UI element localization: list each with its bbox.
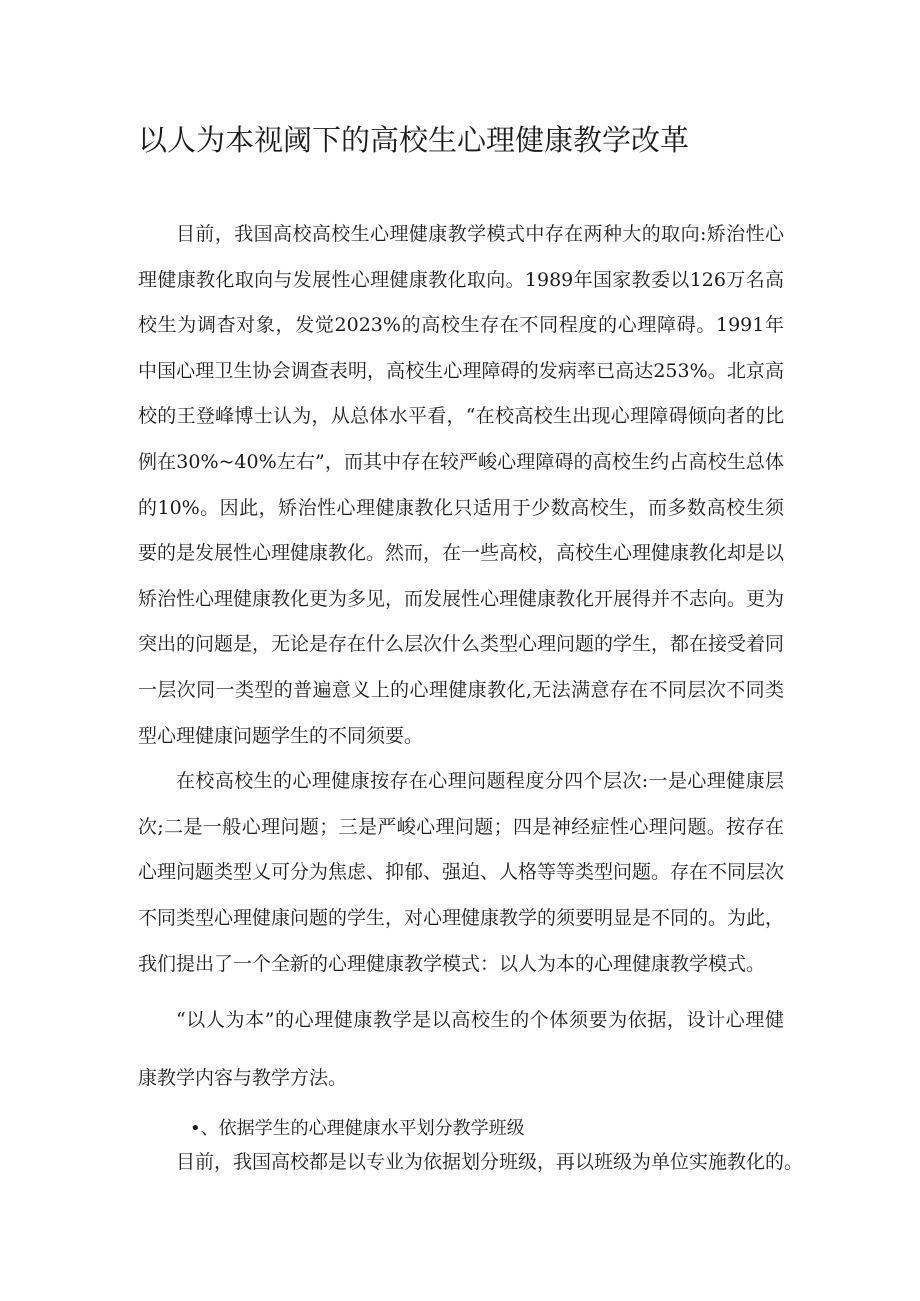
document-body <box>138 212 784 1107</box>
page-title: 以人为本视阈下的高校生心理健康教学改革 <box>138 123 690 157</box>
paragraph-4: 目前，我国高校都是以专业为依据划分班级，再以班级为单位实施教化的。 <box>176 1151 804 1173</box>
paragraph-3: “以人为本”的心理健康教学是以高校生的个体须要为依据，设计心理健康教学内容与教学方法。 <box>138 1009 784 1090</box>
paragraph-2: 在校高校生的心理健康按存在心理问题程度分四个层次:一是心理健康层次;二是一般心理问题；三是严峻心理问题；四是神经症性心理问题。按存在心理问题类型乂可分为焦虑、抑郁、强迫、人格等等类型问题。存在不同层次不同类型心理健康问题的学生，对心理健康教学的须要明显是不同的。为此，我们提出了一个全新的心理健康教学模式：以人为本的心理健康教学模式。 <box>138 770 785 975</box>
section-heading: •、依据学生的心理健康水平划分教学班级 <box>190 1118 525 1139</box>
paragraph-1: 目前，我国高校高校生心理健康教学模式中存在两种大的取向:矫治性心理健康教化取向与发展性心理健康教化取向。1989年国家教委以126万名高校生为调杳对象，发觉2023%的高校生存在不同程度的心理障碍。1991年中国心理卫生协会调查表明，高校生心理障碍的发病率已高达253%。北京高校的王登峰博士认为，从总体水平看，“在校高校生出现心理障碍倾向者的比例在30%~40%左右”，而其中存在较严峻心理障碍的高校生约占高校生总体的10%。因此，矫治性心理健康教化只适用于少数高校生，而多数高校生须要的是发展性心理健康教化。然而，在一些高校，高校生心理健康教化却是以矫治性心理健康教化更为多见，而发展性心理健康教化开展得并不志向。更为突出的问题是，无论是存在什么层次什么类型心理问题的学生，都在接受着同一层次同一类型的普遍意义上的心理健康教化,无法满意存在不同层次不同类型心理健康问题学生的不同须要。 <box>138 223 785 747</box>
